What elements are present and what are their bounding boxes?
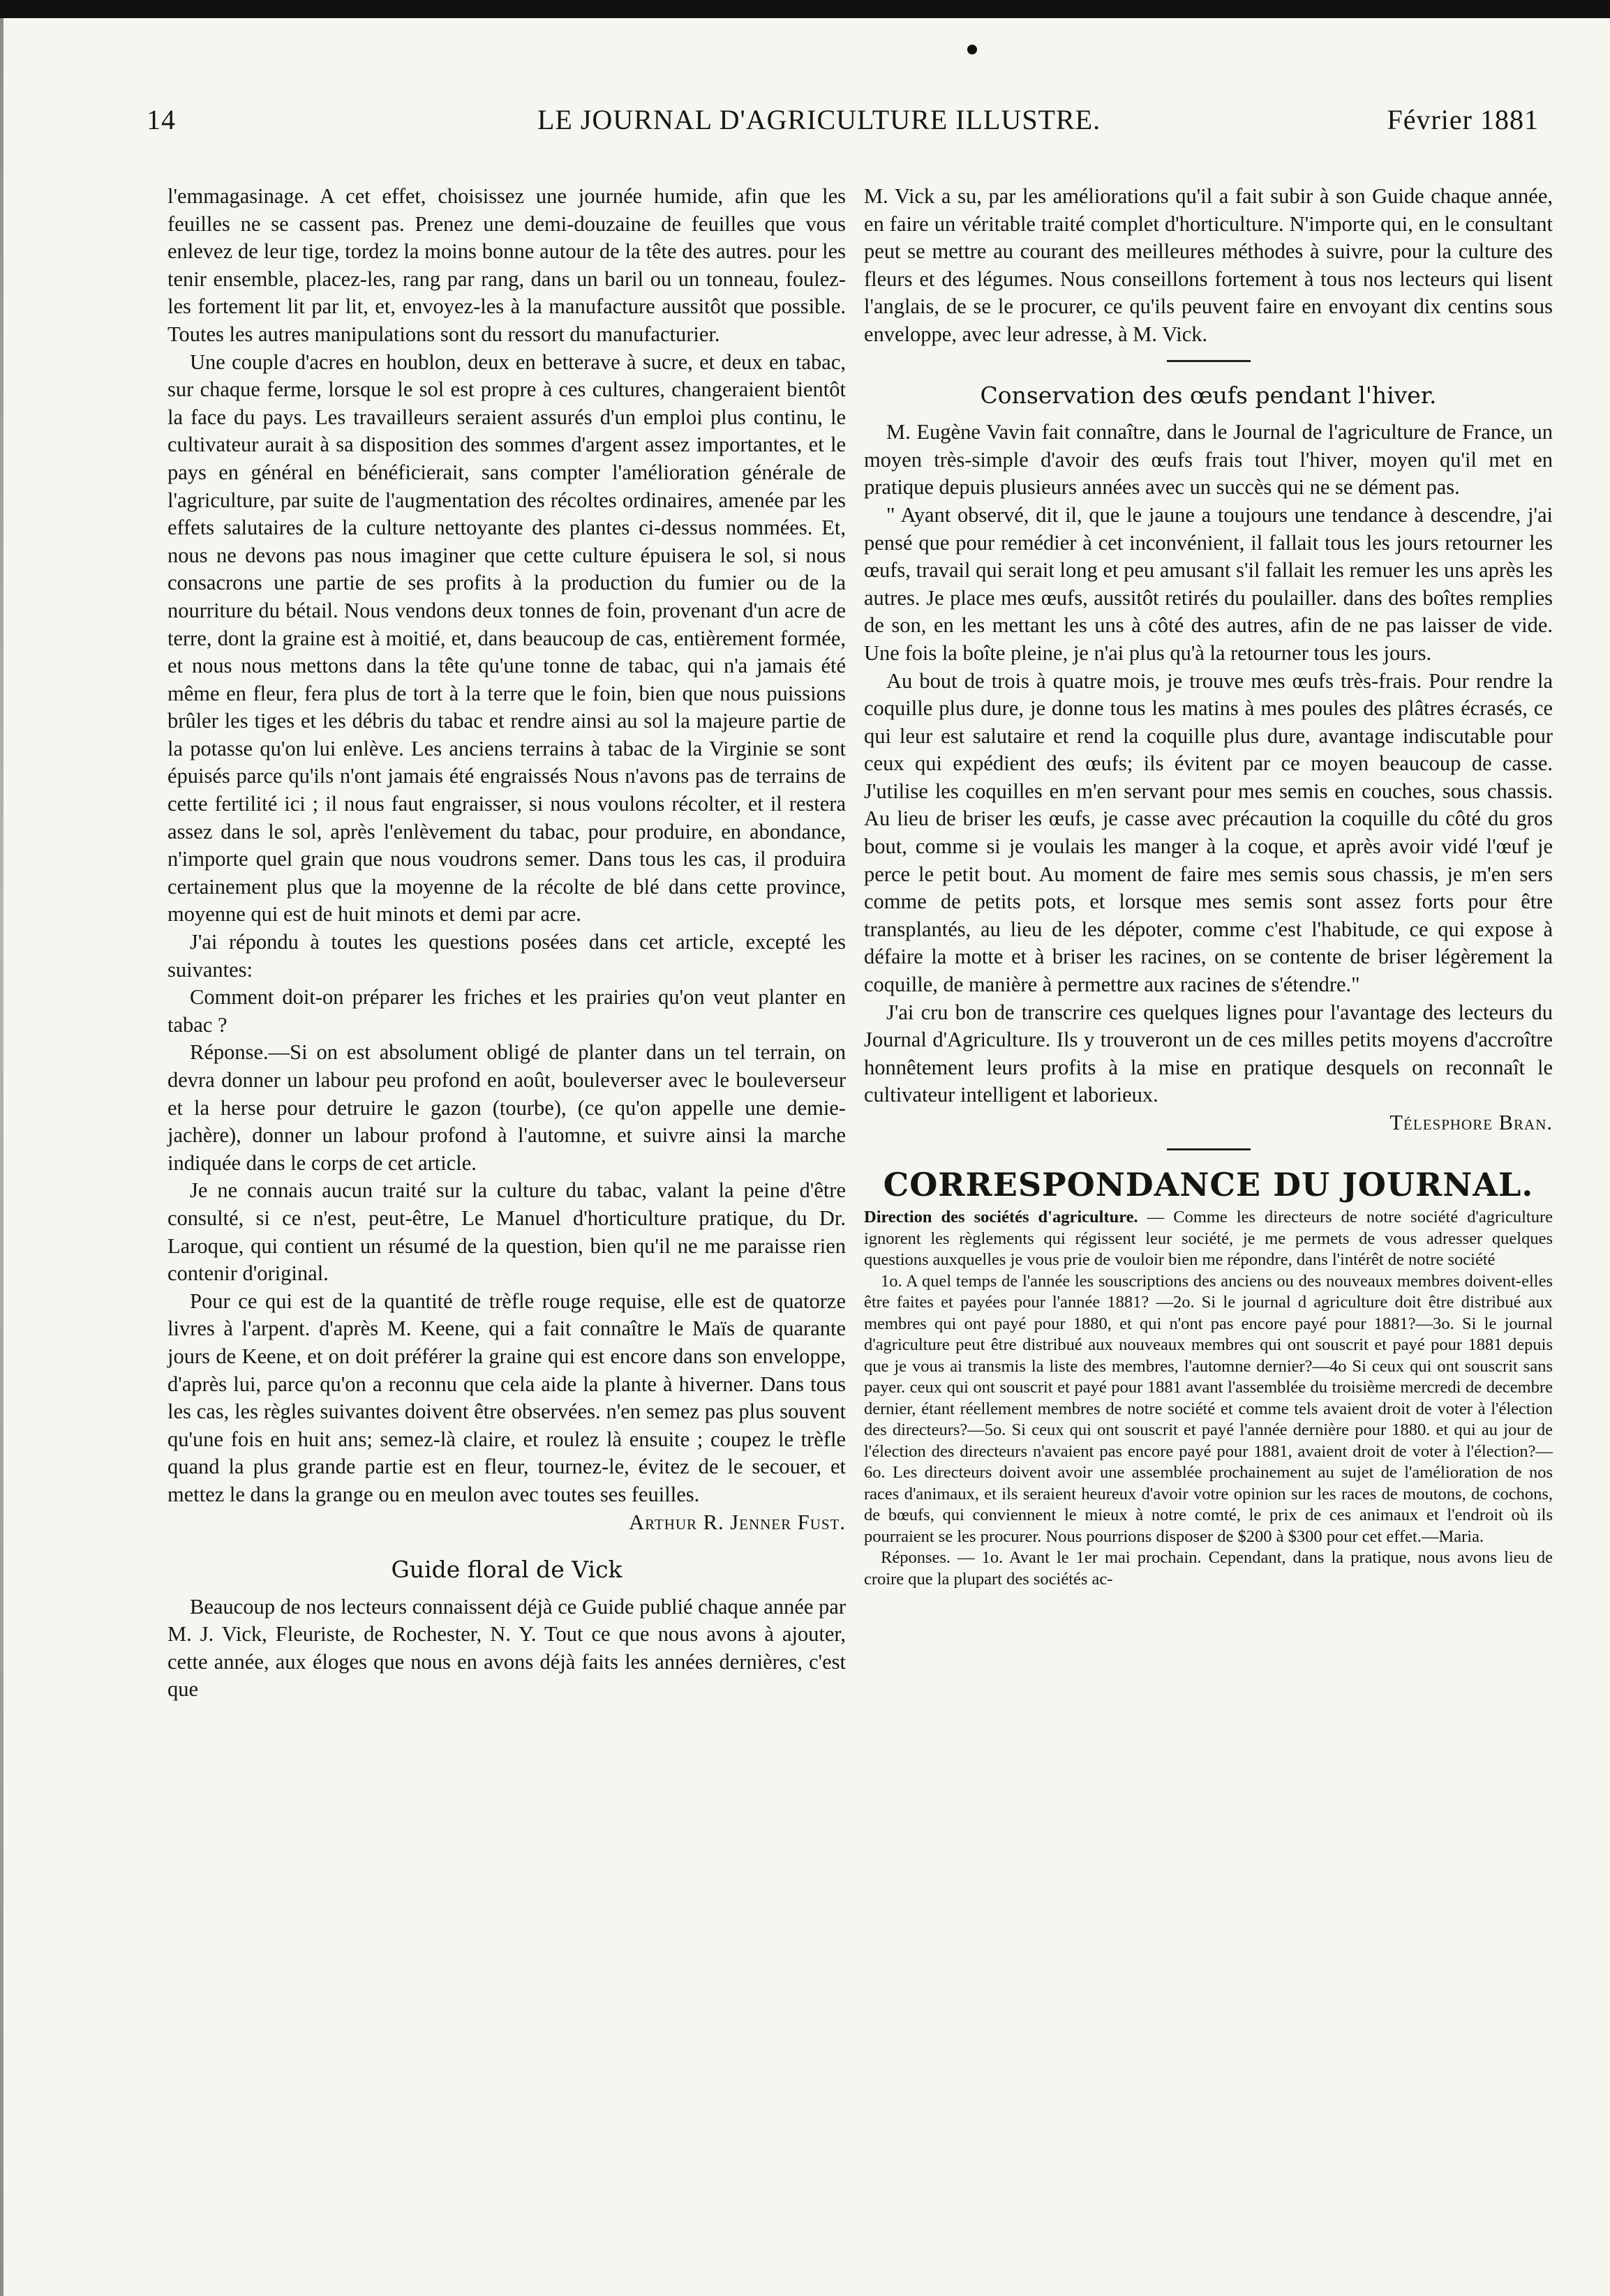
paragraph: Je ne connais aucun traité sur la culture du tabac, valant la peine d'être consulté, si ce n'est, peut-être, Le Manuel d'horticulture pratique, du Dr. Laroque, qui contient un résumé de la question, bien qu'il ne me paraisse rien contenir d'original.	[167, 1178, 846, 1286]
left-column	[167, 183, 846, 1704]
issue-date: Février 1881	[1387, 104, 1539, 135]
journal-title: LE JOURNAL D'AGRICULTURE ILLUSTRE.	[537, 104, 1101, 135]
scan-edge	[0, 0, 3, 2296]
correspondence-questions: 1o. A quel temps de l'année les souscriptions des anciens ou des nouveaux membres doivent-elles être faites et payées pour l'année 1881? —2o. Si le journal d agriculture doit être distribué aux membres qui ont payé pour 1880, et qui n'ont pas encore payé pour 1881?—3o. Si le journal d'agriculture peut être distribué aux nouveaux membres qui ont souscrit et payé pour 1881 depuis que je vous ai transmis la liste des membres, l'automne dernier?—4o Si ceux qui ont souscrit sans payer. ceux qui ont souscrit et payé pour 1881 avant l'assemblée du troisième mercredi de decembre dernier, étant réellement membres de notre société et comme tels avaient droit de voter à l'élection des directeurs?—5o. Si ceux qui ont souscrit et payé l'année dernière pour 1880. et qui au jour de l'élection des directeurs n'avaient pas encore payé pour 1881, avaient droit de voter à l'élection?—6o. Les directeurs doivent avoir une assemblée prochainement au sujet de l'amélioration de nos races d'animaux, et ils seraient heureux d'avoir votre opinion sur les races de moutons, de cochons, de bœufs, qui conviennent le mieux à notre comté, le prix de ces animaux et l'endroit où ils pourraient se les procurer. Nous pourrions disposer de $200 à $300 pour cet effet.—Maria.	[864, 1271, 1553, 1546]
paragraph: Réponse.—Si on est absolument obligé de planter dans un tel terrain, on devra donner un labour peu profond en août, bouleverser avec le bouleverseur et la herse pour detruire le gazon (tourbe), (ce qu'on appelle une demie-jachère), donner un labour profond à l'automne, et suivre ainsi la marche indiquée dans le corps de cet article.	[167, 1040, 846, 1175]
page-header	[147, 103, 1539, 145]
paragraph: Comment doit-on préparer les friches et les prairies qu'on veut planter en tabac ?	[167, 985, 846, 1037]
page-number: 14	[147, 104, 176, 135]
paragraph: Au bout de trois à quatre mois, je trouve mes œufs très-frais. Pour rendre la coquille plus dure, je donne tous les matins à mes poules des plâtres écrasés, ce qui leur est salutaire et rend la coquille plus dure, avantage indiscutable pour ceux qui expédient des œufs; ils évitent par ce moyen beaucoup de casse. J'utilise les coquilles en m'en servant pour mes semis en couches, sous chassis. Au lieu de briser les œufs, je casse avec précaution la coquille du côté du gros bout, comme si je voulais les manger à la coque, et après avoir vidé l'œuf je perce le petit bout. Au moment de faire mes semis sous chassis, je m'en sers comme de petits pots, et lorsque mes semis sont assez forts pour être transplantés, au lieu de les dépoter, comme c'est l'habitude, ce qui expose à défaire la motte et à briser les racines, on se contente de briser légèrement la coquille, de manière à permettre aux racines de s'étendre."	[864, 668, 1553, 997]
right-column	[864, 183, 1553, 1590]
paragraph: J'ai cru bon de transcrire ces quelques lignes pour l'avantage des lecteurs du Journal d'Agriculture. Ils y trouveront un de ces milles petits moyens d'accroître honnêtement leurs profits à la mise en pratique desquels on reconnaît le cultivateur intelligent et laborieux.	[864, 1000, 1553, 1107]
paragraph: " Ayant observé, dit il, que le jaune a toujours une tendance à descendre, j'ai pensé que pour remédier à cet inconvénient, il fallait tous les jours retourner les œufs, travail qui serait long et peu amusant s'il fallait les remuer les uns après les autres. Je place mes œufs, aussitôt retirés du poulailler. dans des boîtes remplies de son, en les mettant les uns à côté des autres, afin de ne pas laisser de vide. Une fois la boîte pleine, je n'ai plus qu'à la retourner tous les jours.	[864, 502, 1553, 665]
correspondence-title: CORRESPONDANCE DU JOURNAL.	[883, 1165, 1534, 1203]
paragraph: J'ai répondu à toutes les questions posées dans cet article, excepté les suivantes:	[167, 930, 846, 982]
author-signature: Arthur R. Jenner Fust.	[629, 1510, 846, 1534]
section-heading-vick: Guide floral de Vick	[391, 1556, 623, 1584]
paragraph: Pour ce qui est de la quantité de trèfle rouge requise, elle est de quatorze livres à l'arpent. d'après M. Keene, qui a fait connaître le Maïs de quarante jours de Keene, et on doit préférer la graine qui est encore dans son enveloppe, d'après lui, parce qu'on a reconnu que cela aide la plante à hiverner. Dans tous les cas, les règles suivantes doivent être observées. n'en semez pas plus souvent qu'une fois en huit ans; semez-là claire, et roulez là ensuite ; coupez le trèfle quand la plus grande partie est en fleur, tournez-le, évitez de le secouer, et mettez le dans la grange ou en meulon avec toutes ses feuilles.	[167, 1289, 846, 1506]
correspondence-intro: — Comme les directeurs de notre société d'agriculture ignorent les règlements qui régissent leur société, je me permets de vous adresser quelques questions auxquelles je vous prie de vouloir bien me répondre, dans l'intérêt de notre société	[864, 1208, 1553, 1270]
paragraph: M. Eugène Vavin fait connaître, dans le Journal de l'agriculture de France, un moyen très-simple d'avoir des œufs frais tout l'hiver, moyen qu'il met en pratique depuis plusieurs années avec un succès qui ne se dément pas.	[864, 420, 1553, 500]
scan-top-border	[0, 0, 1610, 18]
paragraph: M. Vick a su, par les améliorations qu'il a fait subir à son Guide chaque année, en faire un véritable traité complet d'horticulture. N'importe qui, en le consultant peut se mettre au courant des meilleures méthodes à suivre, pour la culture des fleurs et des légumes. Nous conseillons fortement à tous nos lecteurs qui lisent l'anglais, de se le procurer, ce qu'ils peuvent faire en envoyant dix centins sous enveloppe, avec leur adresse, à M. Vick.	[864, 184, 1553, 346]
author-signature: Télesphore Bran.	[1389, 1111, 1553, 1134]
paragraph: Une couple d'acres en houblon, deux en betterave à sucre, et deux en tabac, sur chaque ferme, lorsque le sol est propre à ces cultures, changeraient bientôt la face du pays. Les travailleurs seraient assurés d'un emploi plus continu, le cultivateur aurait à sa disposition des sommes d'argent assez importantes, et le pays en général en bénéficierait, sans compter l'amélioration générale de l'agriculture, par suite de l'augmentation des récoltes ordinaires, amenée par les effets salutaires de la culture nettoyante des plantes ci-dessus nommées. Et, nous ne devons pas nous imaginer que cette culture épuisera le sol, si nous consacrons une partie de ses profits à la production du fumier ou de la nourriture du bétail. Nous vendons deux tonnes de foin, provenant d'un acre de terre, dont la graine est à moitié, et, dans beaucoup de cas, entièrement formée, et nous nous mettons dans la tête qu'une tonne de tabac, qui n'a jamais été même en fleur, fera plus de tort à la terre que le foin, bien que nous puissions brûler les tiges et les débris du tabac et rendre ainsi au sol la majeure partie de la potasse qu'on lui enlève. Les anciens terrains à tabac de la Virginie se sont épuisés parce qu'ils n'ont jamais été engraissés Nous n'avons pas de terrains de cette fertilité ici ; il nous faut engraisser, si nous voulons récolter, et il restera assez dans le sol, après l'enlèvement du tabac, pour produire, en abondance, n'importe quel grain que nous voudrons semer. Dans tous les cas, il produira certainement plus que la moyenne de la récolte de blé dans cette province, moyenne qui est de huit minots et demi par acre.	[167, 350, 846, 926]
section-heading-eggs: Conservation des œufs pendant l'hiver.	[980, 381, 1437, 409]
correspondence-body	[864, 1207, 1553, 1590]
ink-dot	[967, 45, 977, 54]
correspondence-reply: Réponses. — 1o. Avant le 1er mai prochain. Cependant, dans la pratique, nous avons lieu de croire que la plupart des sociétés ac-	[864, 1548, 1553, 1589]
paragraph: Beaucoup de nos lecteurs connaissent déjà ce Guide publié chaque année par M. J. Vick, Fleuriste, de Rochester, N. Y. Tout ce que nous avons à ajouter, cette année, aux éloges que nous en avons déjà faits les années dernières, c'est que	[167, 1594, 846, 1702]
paragraph: l'emmagasinage. A cet effet, choisissez une journée humide, afin que les feuilles ne se cassent pas. Prenez une demi-douzaine de feuilles que vous enlevez de leur tige, tordez la moins bonne autour de la tête des autres. pour les tenir ensemble, placez-les, rang par rang, dans un baril ou un tonneau, foulez-les fortement lit par lit, et, envoyez-les à la manufacture aussitôt que possible. Toutes les autres manipulations sont du ressort du manufacturier.	[167, 184, 846, 346]
divider	[1167, 360, 1251, 362]
divider	[1167, 1148, 1251, 1150]
correspondence-subhead: Direction des sociétés d'agriculture.	[864, 1208, 1138, 1227]
